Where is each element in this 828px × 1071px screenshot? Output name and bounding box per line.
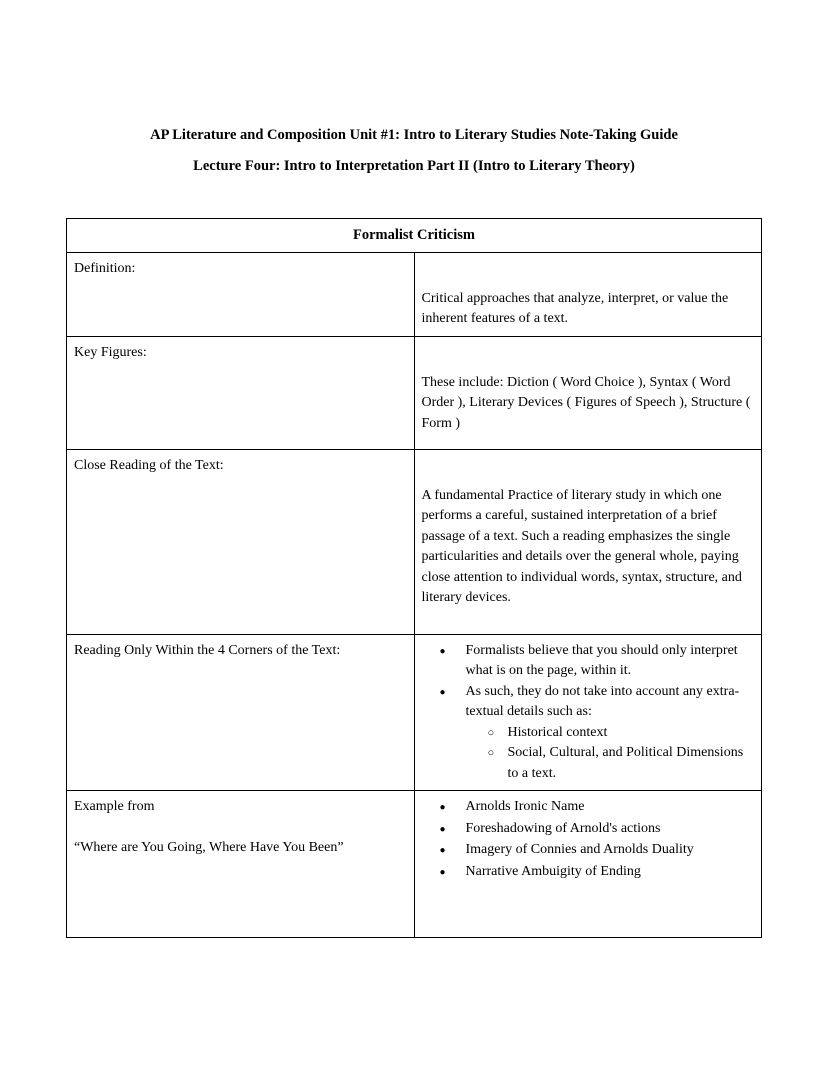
row-content-cell <box>414 449 762 634</box>
bullet-item <box>440 819 755 841</box>
row-content-text: A fundamental Practice of literary study in which one performs a careful, sustained interpretation of a brief passage of a text. Such a reading emphasizes the single particularities and details over the general whole, paying close attention to individual words, syntax, structure, and literary devices. <box>421 487 742 605</box>
bullet-list <box>422 641 755 723</box>
sub-bullet-item <box>488 743 755 784</box>
bullet-icon <box>440 682 466 723</box>
row-content-cell <box>414 252 762 336</box>
row-label: Example from <box>74 799 155 814</box>
table-row-key-figures <box>67 336 762 449</box>
hollow-bullet-icon <box>488 723 508 744</box>
table-row-example <box>67 791 762 938</box>
bullet-item <box>440 840 755 862</box>
row-content-cell <box>414 634 762 791</box>
bullet-item <box>440 682 755 723</box>
row-label-cell <box>67 252 415 336</box>
row-label-cell <box>67 634 415 791</box>
bullet-text: Imagery of Connies and Arnolds Duality <box>465 842 694 857</box>
bullet-item <box>440 641 755 682</box>
bullet-list <box>422 797 755 883</box>
row-label-cell <box>67 336 415 449</box>
row-label: Reading Only Within the 4 Corners of the Text: <box>74 642 341 658</box>
row-content-text: Critical approaches that analyze, interpret, or value the inherent features of a text. <box>421 290 729 326</box>
sub-bullet-item <box>488 723 755 744</box>
table-title: Formalist Criticism <box>67 219 762 253</box>
row-label-quote: “Where are You Going, Where Have You Been” <box>74 839 344 855</box>
table-row-close-reading <box>67 449 762 634</box>
bullet-icon <box>440 862 466 884</box>
bullet-text: Narrative Ambuigity of Ending <box>465 863 641 879</box>
bullet-item <box>440 797 755 819</box>
bullet-text: Arnolds Ironic Name <box>465 799 585 814</box>
bullet-icon <box>440 641 466 682</box>
row-label: Definition: <box>74 260 136 276</box>
row-label-cell <box>67 791 415 938</box>
table-row-four-corners <box>67 634 762 791</box>
row-label-cell <box>67 449 415 634</box>
doc-title-line1: AP Literature and Composition Unit #1: Intro to Literary Studies Note-Taking Guide <box>150 127 678 143</box>
row-content-text: These include: Diction ( Word Choice ), Syntax ( Word Order ), Literary Devices ( Figures of Speech ), Structure ( Form ) <box>421 374 751 431</box>
sub-bullet-list <box>422 723 755 785</box>
bullet-text: Foreshadowing of Arnold's actions <box>465 820 661 836</box>
bullet-text: Formalists believe that you should only interpret what is on the page, within it. <box>465 642 738 678</box>
bullet-icon <box>440 819 466 841</box>
bullet-text: As such, they do not take into account any extra-textual details such as: <box>465 683 740 719</box>
hollow-bullet-icon <box>488 743 508 784</box>
table-header-row <box>67 219 762 253</box>
row-content-cell <box>414 791 762 938</box>
sub-bullet-text: Social, Cultural, and Political Dimensions to a text. <box>507 745 744 781</box>
row-content-cell <box>414 336 762 449</box>
bullet-item <box>440 862 755 884</box>
table-row-definition <box>67 252 762 336</box>
row-label: Close Reading of the Text: <box>74 457 224 473</box>
sub-bullet-text: Historical context <box>507 724 608 740</box>
row-label: Key Figures: <box>74 344 147 360</box>
doc-title-line2: Lecture Four: Intro to Interpretation Part II (Intro to Literary Theory) <box>193 158 635 174</box>
formalist-criticism-table <box>66 218 762 938</box>
bullet-icon <box>440 840 466 862</box>
bullet-icon <box>440 797 466 819</box>
